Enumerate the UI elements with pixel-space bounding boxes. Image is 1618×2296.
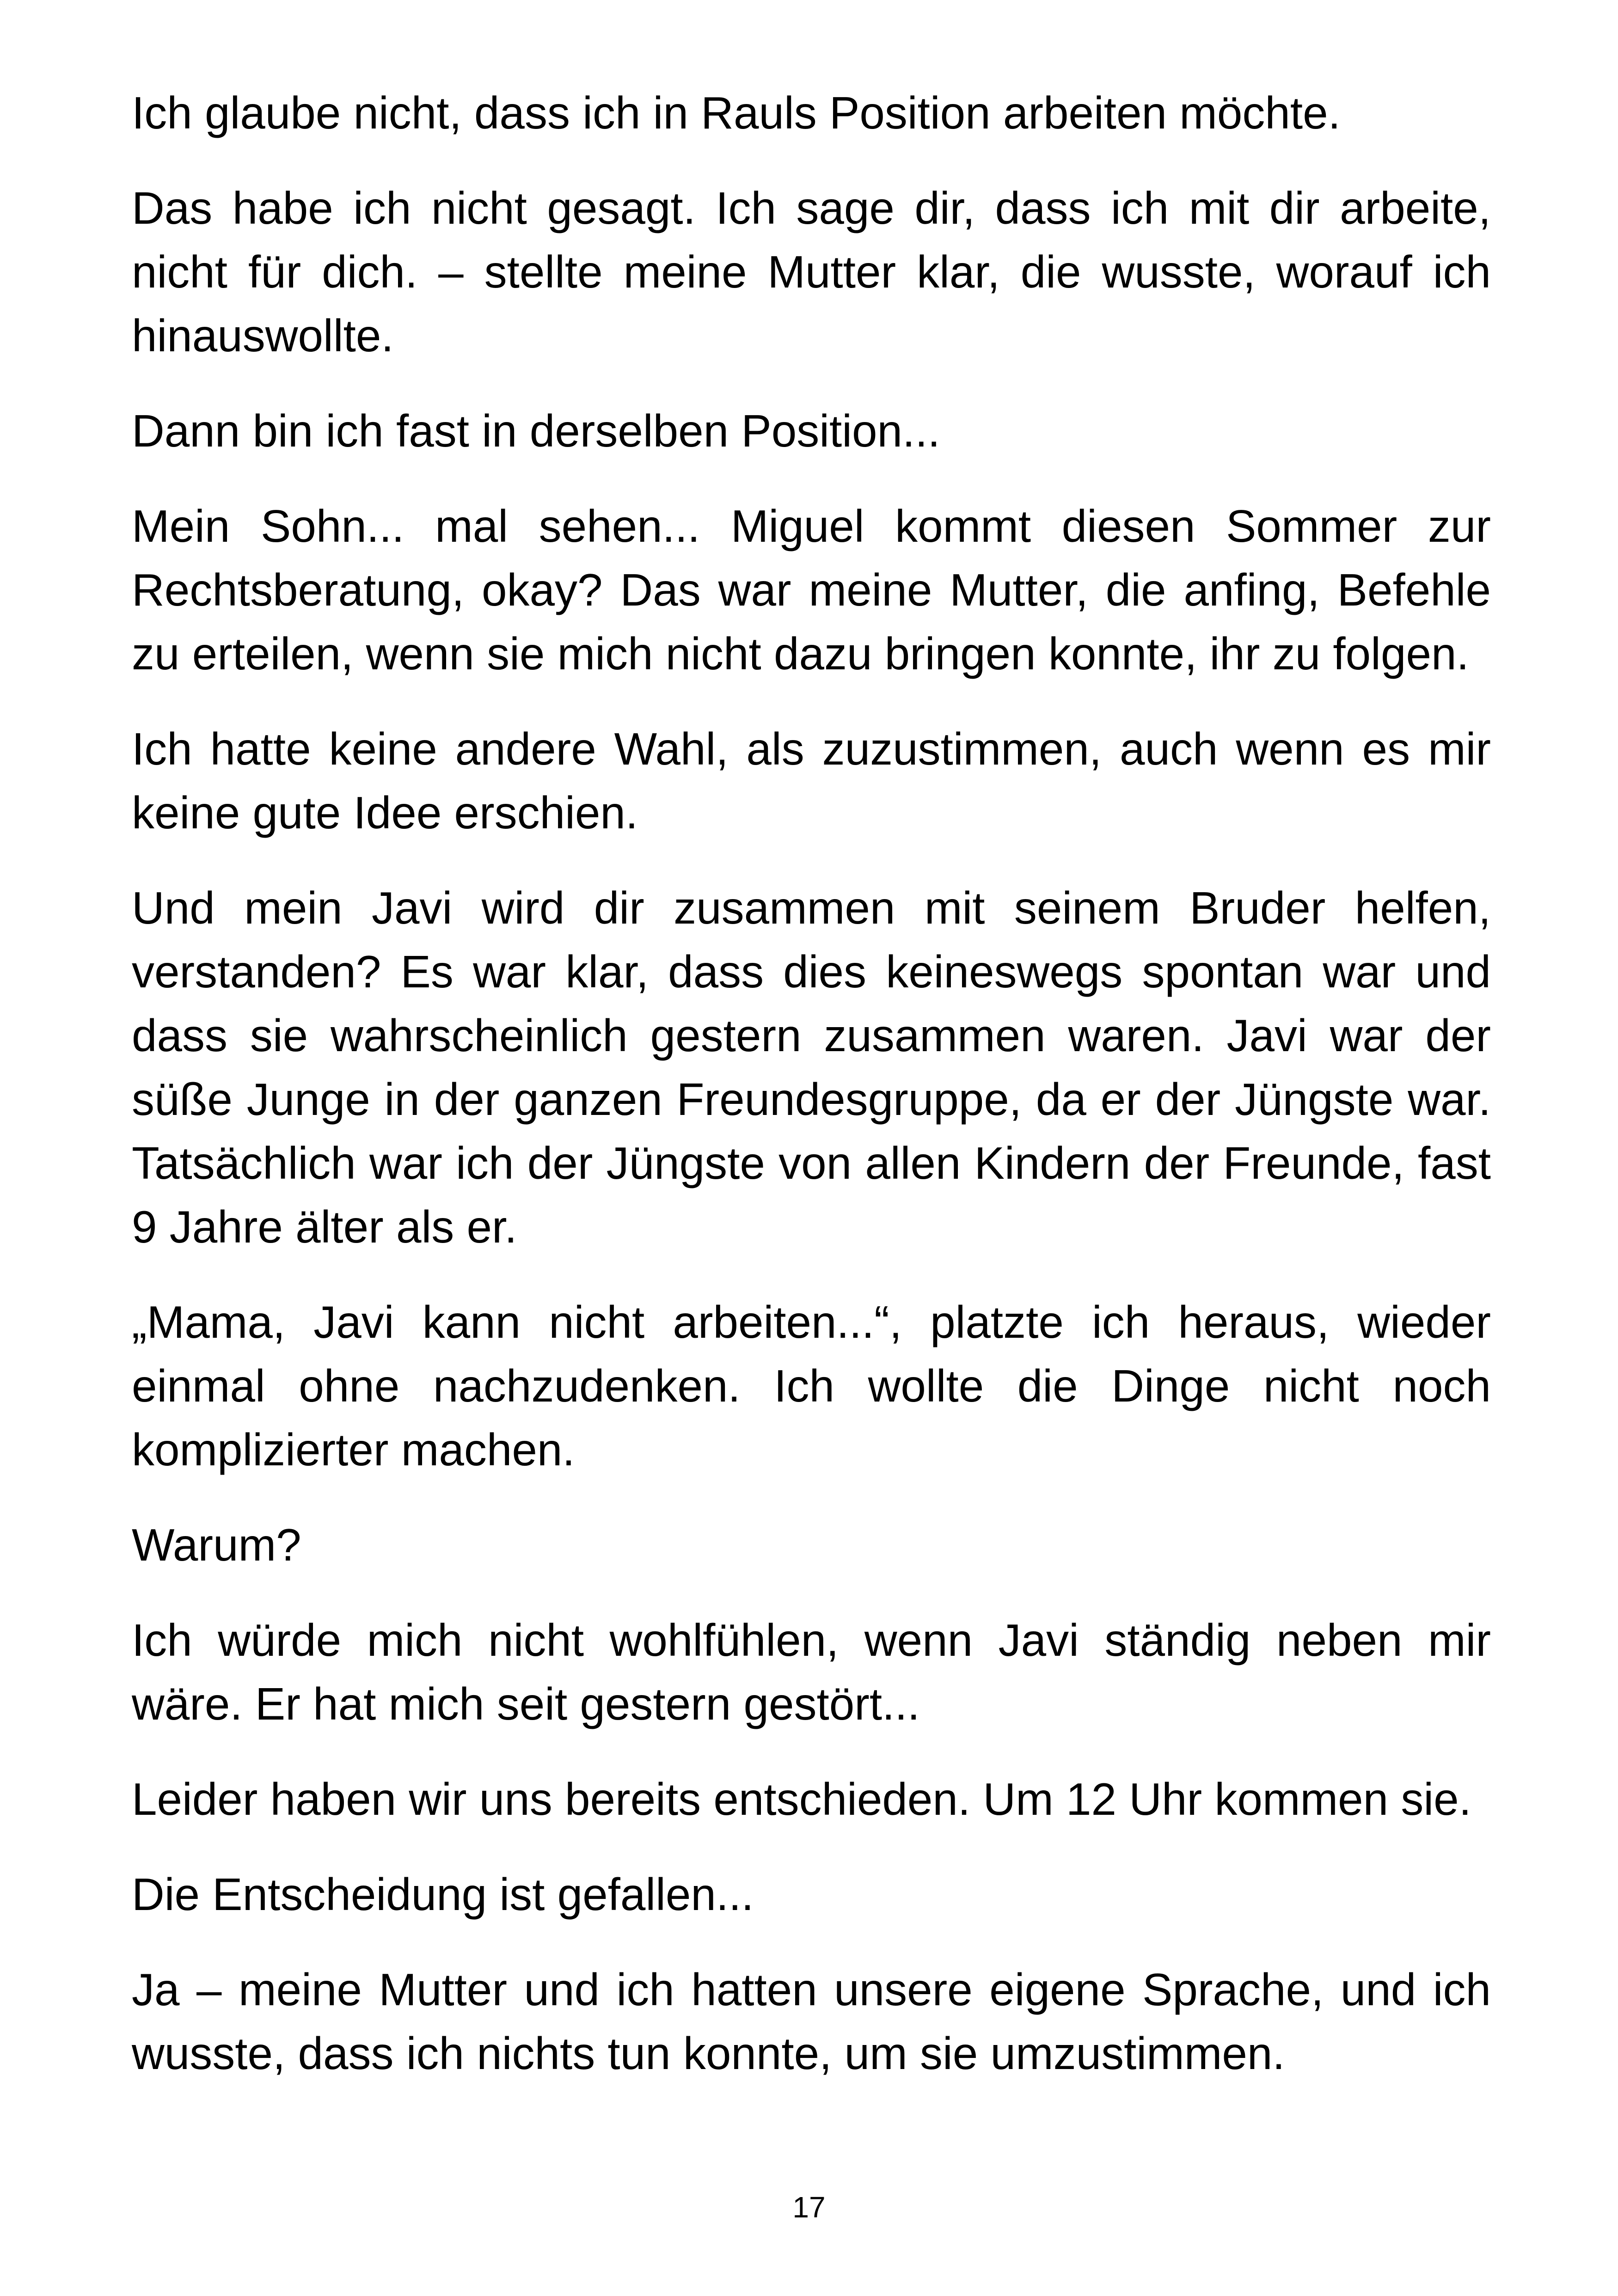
paragraph-6: Und mein Javi wird dir zusammen mit seinem Bruder helfen, verstanden? Es war klar, dass dies keineswegs spontan war und dass sie wahrscheinlich gestern zusammen waren. Javi war der süße Junge in der ganzen Freundesgruppe, da er der Jüngste war. Tatsächlich war ich der Jüngste von allen Kindern der Freunde, fast 9 Jahre älter als er.	[132, 882, 1491, 1252]
paragraph-9: Ich würde mich nicht wohlfühlen, wenn Javi ständig neben mir wäre. Er hat mich seit gestern gestört...	[132, 1615, 1491, 1729]
paragraph-10: Leider haben wir uns bereits entschieden. Um 12 Uhr kommen sie.	[132, 1774, 1471, 1825]
paragraph-4: Mein Sohn... mal sehen... Miguel kommt diesen Sommer zur Rechtsberatung, okay? Das war meine Mutter, die anfing, Befehle zu erteilen, wenn sie mich nicht dazu bringen konnte, ihr zu folgen.	[132, 501, 1491, 679]
paragraph-2: Das habe ich nicht gesagt. Ich sage dir, dass ich mit dir arbeite, nicht für dich. – stellte meine Mutter klar, die wusste, worauf ich hinauswollte.	[132, 183, 1491, 361]
paragraph-3: Dann bin ich fast in derselben Position...	[132, 405, 940, 456]
paragraph-5: Ich hatte keine andere Wahl, als zuzustimmen, auch wenn es mir keine gute Idee erschien.	[132, 723, 1491, 838]
paragraph-7: „Mama, Javi kann nicht arbeiten...“, platzte ich heraus, wieder einmal ohne nachzudenken. Ich wollte die Dinge nicht noch komplizierter machen.	[132, 1297, 1491, 1475]
paragraph-12: Ja – meine Mutter und ich hatten unsere eigene Sprache, und ich wusste, dass ich nichts tun konnte, um sie umzustimmen.	[132, 1964, 1491, 2079]
paragraph-11: Die Entscheidung ist gefallen...	[132, 1869, 754, 1920]
page-number: 17	[792, 2191, 826, 2224]
paragraph-8: Warum?	[132, 1519, 301, 1570]
page-body-text	[132, 81, 1491, 2117]
paragraph-1: Ich glaube nicht, dass ich in Rauls Position arbeiten möchte.	[132, 87, 1341, 138]
